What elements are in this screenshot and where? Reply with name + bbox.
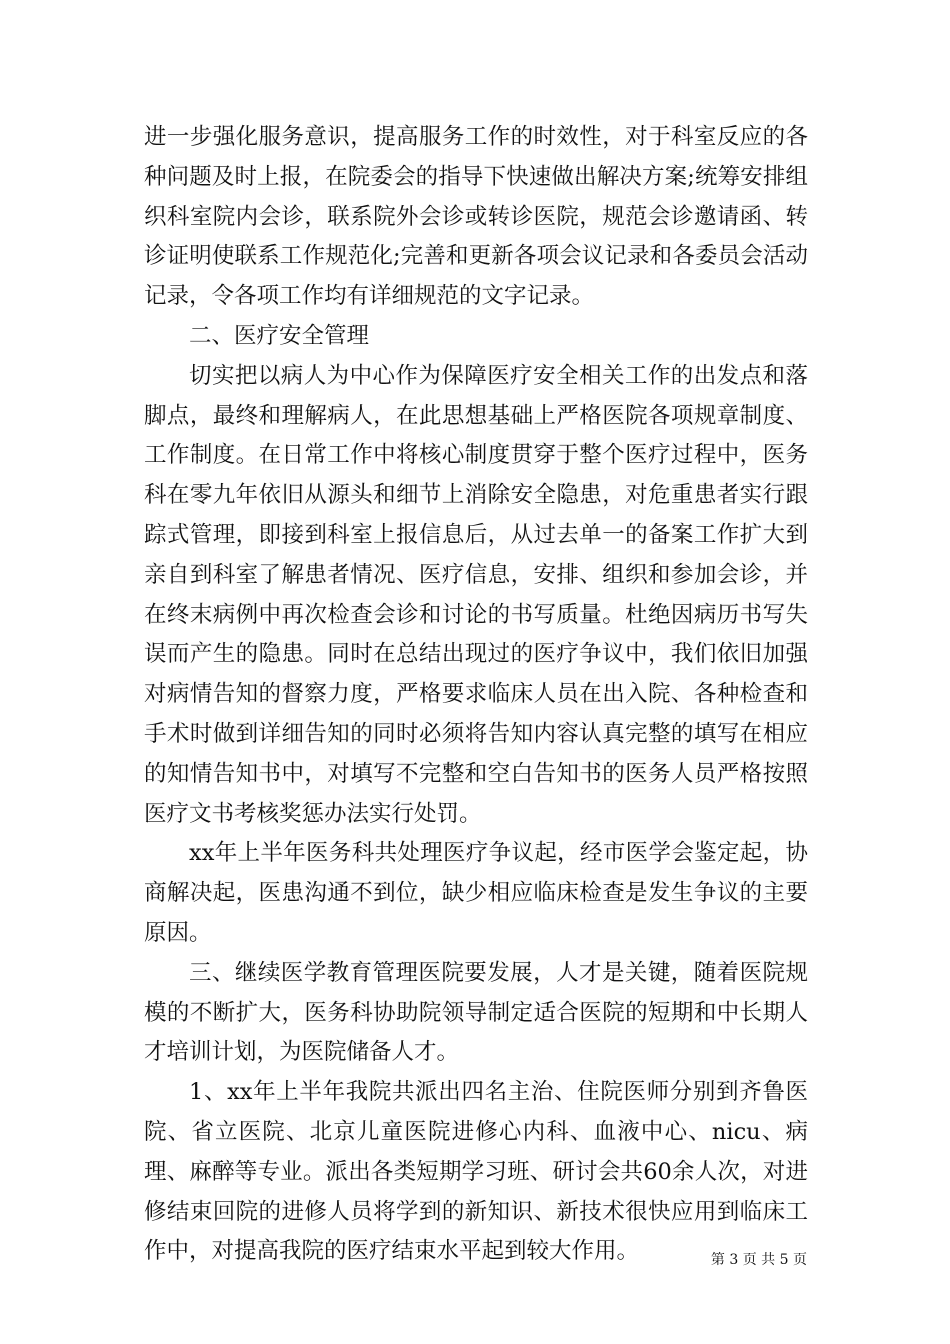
paragraph-continuing-education: 三、继续医学教育管理医院要发展，人才是关键，随着医院规模的不断扩大，医务科协助院领导制定适合医院的短期和中长期人才培训计划，为医院储备人才。 xyxy=(144,959,808,1066)
paragraph-training-dispatch: 1、xx年上半年我院共派出四名主治、住院医师分别到齐鲁医院、省立医院、北京儿童医院进修心内科、血液中心、nicu、病理、麻醉等专业。派出各类短期学习班、研讨会共60余人次，对进修结束回院的进修人员将学到的新知识、新技术很快应用到临床工作中，对提高我院的医疗结束水平起到较大作用。 xyxy=(144,1079,808,1265)
section-heading-medical-safety: 二、医疗安全管理 xyxy=(189,322,370,349)
paragraph-medical-safety: 切实把以病人为中心作为保障医疗安全相关工作的出发点和落脚点，最终和理解病人，在此思想基础上严格医院各项规章制度、工作制度。在日常工作中将核心制度贯穿于整个医疗过程中，医务科在零九年依旧从源头和细节上消除安全隐患，对危重患者实行跟踪式管理，即接到科室上报信息后，从过去单一的备案工作扩大到亲自到科室了解患者情况、医疗信息，安排、组织和参加会诊，并在终末病例中再次检查会诊和讨论的书写质量。杜绝因病历书写失误而产生的隐患。同时在总结出现过的医疗争议中，我们依旧加强对病情告知的督察力度，严格要求临床人员在出入院、各种检查和手术时做到详细告知的同时必须将告知内容认真完整的填写在相应的知情告知书中，对填写不完整和空白告知书的医务人员严格按照医疗文书考核奖惩办法实行处罚。 xyxy=(144,362,808,827)
document-body xyxy=(144,118,808,1272)
paragraph-dispute-statistics: xx年上半年医务科共处理医疗争议起，经市医学会鉴定起，协商解决起，医患沟通不到位，缺少相应临床检查是发生争议的主要原因。 xyxy=(144,840,808,946)
page-number-footer: 第 3 页 共 5 页 xyxy=(710,1252,807,1268)
paragraph-service-awareness: 进一步强化服务意识，提高服务工作的时效性，对于科室反应的各种问题及时上报，在院委会的指导下快速做出解决方案;统筹安排组织科室院内会诊，联系院外会诊或转诊医院，规范会诊邀请函、转诊证明使联系工作规范化;完善和更新各项会议记录和各委员会活动记录，令各项工作均有详细规范的文字记录。 xyxy=(144,124,808,310)
